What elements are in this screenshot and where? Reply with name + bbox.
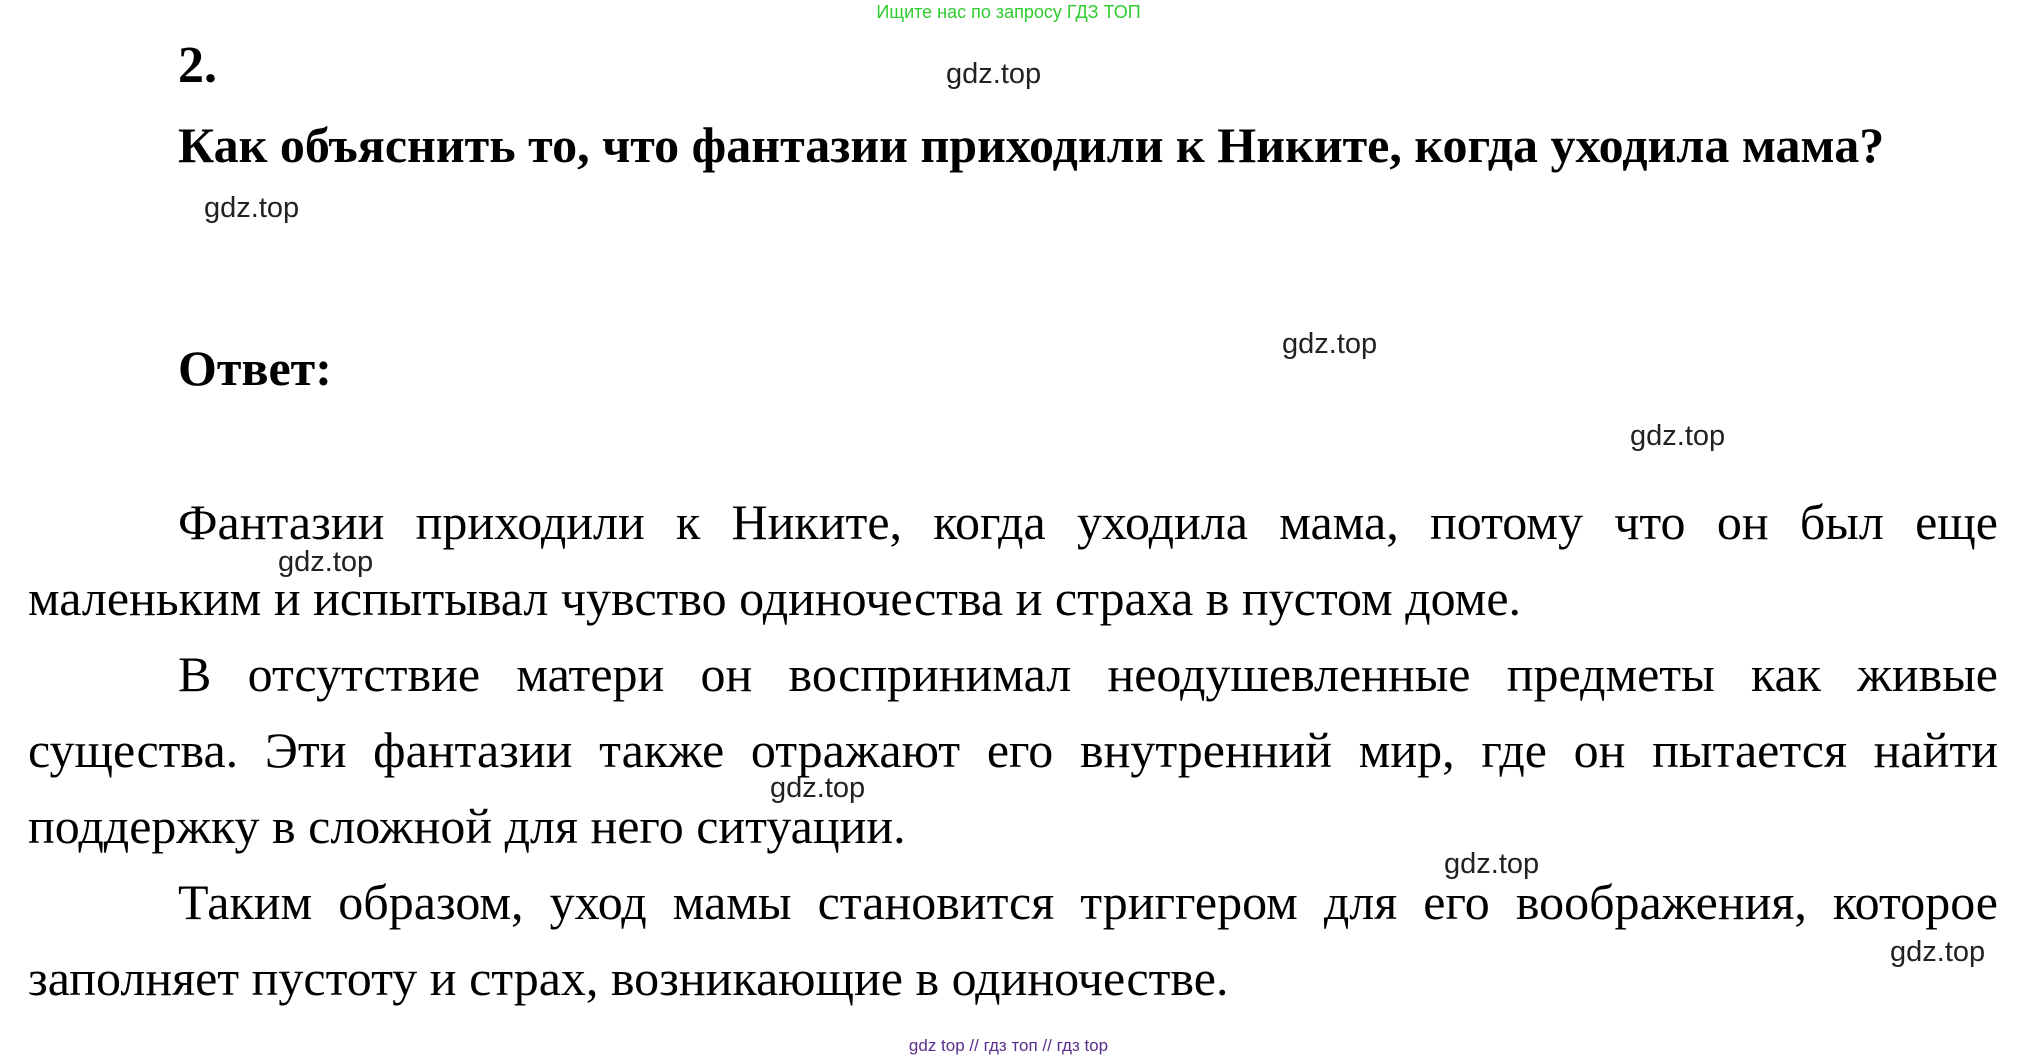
watermark: gdz.top <box>1444 848 1540 880</box>
watermark: gdz.top <box>278 546 374 578</box>
watermark: gdz.top <box>770 772 866 804</box>
answer-paragraph: Таким образом, уход мамы становится триггером для его воображения, которое заполняет пустоту и страх, возникающие в одиночестве. <box>28 874 1998 1006</box>
bottom-banner: gdz top // гдз топ // гдз top <box>908 1036 1109 1055</box>
top-banner: Ищите нас по запросу ГДЗ ТОП <box>876 2 1141 22</box>
watermark: gdz.top <box>1630 420 1726 452</box>
watermark: gdz.top <box>204 192 300 224</box>
answer-paragraph: Фантазии приходили к Никите, когда уходила мама, потому что он был еще маленьким и испытывал чувство одиночества и страха в пустом доме. <box>28 494 1998 626</box>
watermark: gdz.top <box>946 58 1042 90</box>
watermark: gdz.top <box>1890 936 1986 968</box>
watermark: gdz.top <box>1282 328 1378 360</box>
question-text: Как объяснить то, что фантазии приходили к Никите, когда уходила мама? <box>178 117 1885 173</box>
task-number: 2. <box>178 37 217 94</box>
answer-paragraph: В отсутствие матери он воспринимал неодушевленные предметы как живые существа. Эти фантазии также отражают его внутренний мир, где он пытается найти поддержку в сложной для него ситуации. <box>28 646 1998 854</box>
answer-label: Ответ: <box>178 340 332 396</box>
